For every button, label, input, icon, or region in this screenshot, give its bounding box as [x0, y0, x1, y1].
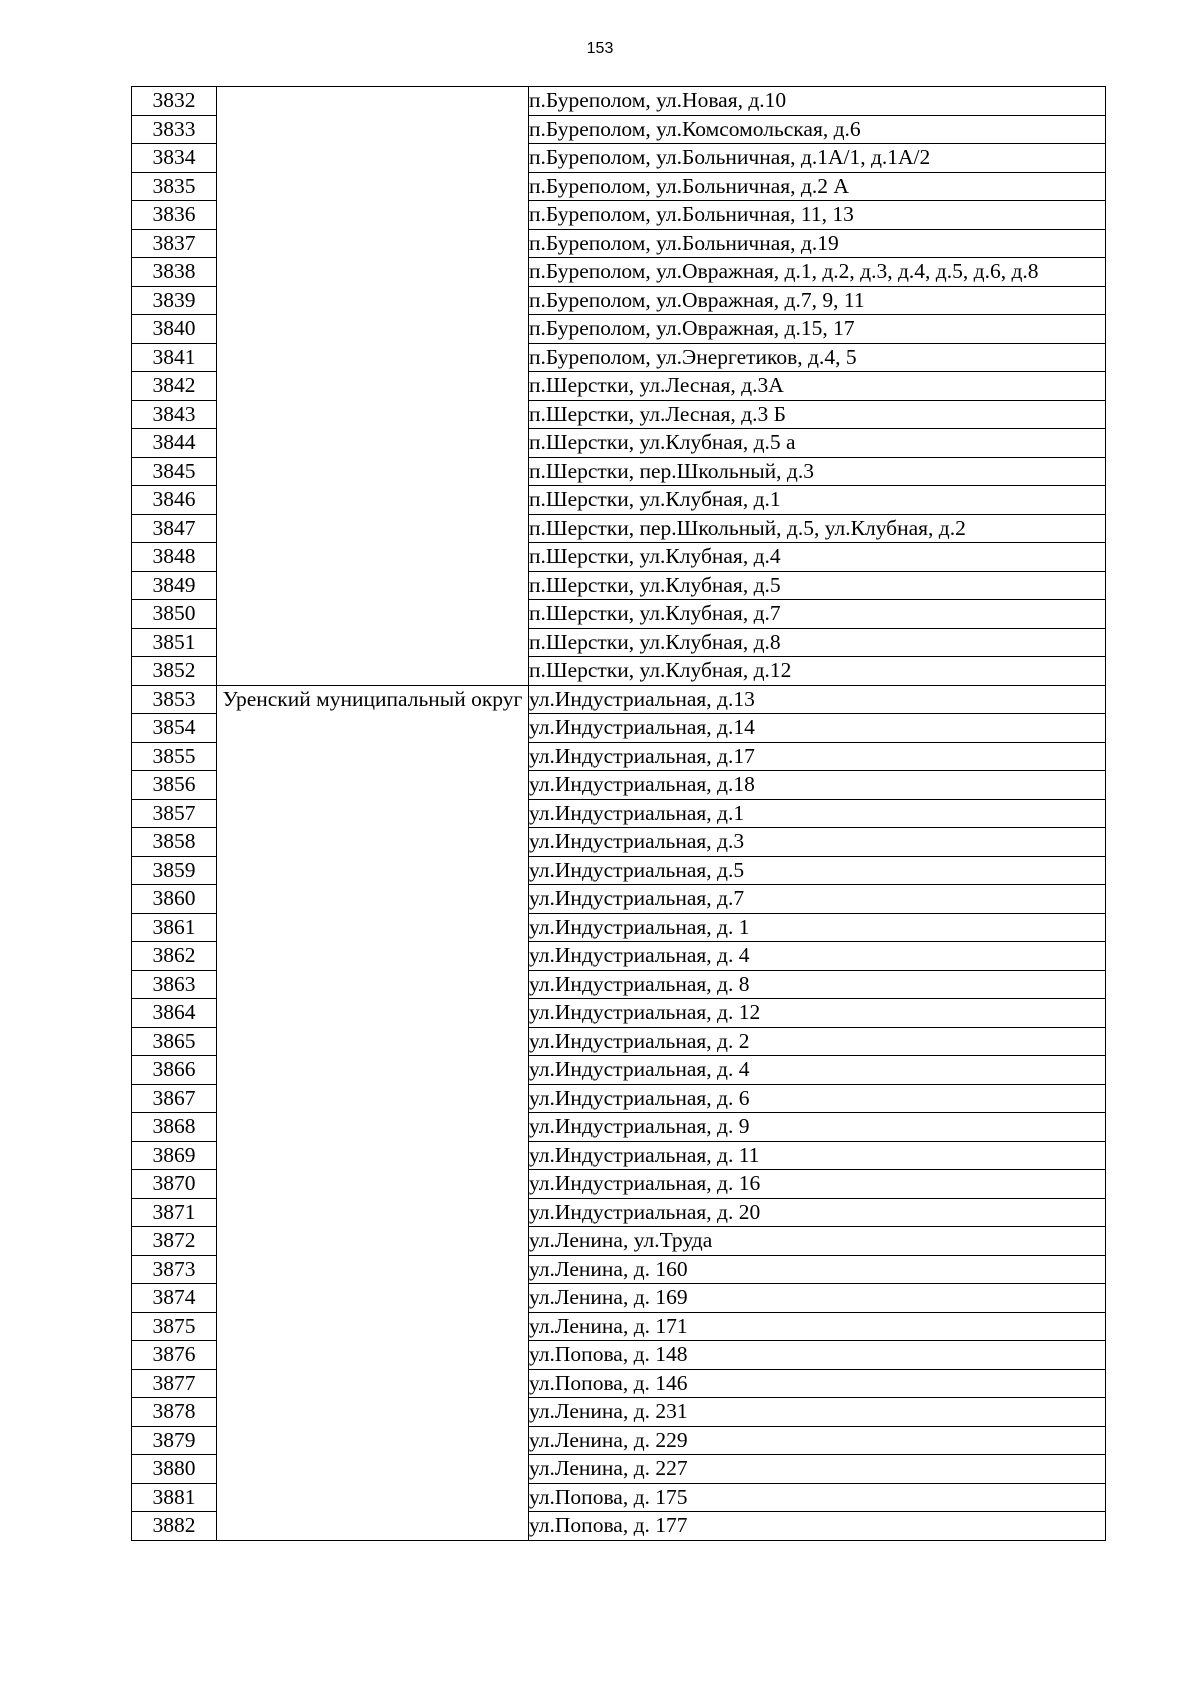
row-number: 3857: [132, 799, 217, 828]
row-number: 3849: [132, 571, 217, 600]
municipality-cell: [217, 87, 529, 686]
address-cell: ул.Индустриальная, д.18: [529, 771, 1106, 800]
row-number: 3858: [132, 828, 217, 857]
table-row: [132, 87, 1106, 116]
row-number: 3850: [132, 600, 217, 629]
row-number: 3836: [132, 201, 217, 230]
address-cell: ул.Индустриальная, д.17: [529, 742, 1106, 771]
address-cell: ул.Ленина, ул.Труда: [529, 1227, 1106, 1256]
address-cell: ул.Индустриальная, д. 16: [529, 1170, 1106, 1199]
row-number: 3835: [132, 172, 217, 201]
address-cell: п.Шерстки, пер.Школьный, д.5, ул.Клубная, д.2: [529, 514, 1106, 543]
row-number: 3874: [132, 1284, 217, 1313]
address-cell: п.Шерстки, ул.Лесная, д.3А: [529, 372, 1106, 401]
municipality-cell: Уренский муниципальный округ: [217, 685, 529, 1540]
address-cell: п.Шерстки, ул.Лесная, д.3 Б: [529, 400, 1106, 429]
address-cell: п.Буреполом, ул.Комсомольская, д.6: [529, 115, 1106, 144]
address-cell: п.Буреполом, ул.Больничная, 11, 13: [529, 201, 1106, 230]
row-number: 3860: [132, 885, 217, 914]
page-number: 153: [586, 40, 614, 57]
address-cell: п.Буреполом, ул.Овражная, д.7, 9, 11: [529, 286, 1106, 315]
address-cell: ул.Попова, д. 148: [529, 1341, 1106, 1370]
address-cell: п.Буреполом, ул.Овражная, д.1, д.2, д.3, д.4, д.5, д.6, д.8: [529, 258, 1106, 287]
address-cell: ул.Индустриальная, д.14: [529, 714, 1106, 743]
address-cell: п.Шерстки, ул.Клубная, д.7: [529, 600, 1106, 629]
address-cell: п.Шерстки, ул.Клубная, д.8: [529, 628, 1106, 657]
address-cell: п.Шерстки, пер.Школьный, д.3: [529, 457, 1106, 486]
row-number: 3872: [132, 1227, 217, 1256]
row-number: 3852: [132, 657, 217, 686]
row-number: 3832: [132, 87, 217, 116]
address-cell: ул.Индустриальная, д. 1: [529, 913, 1106, 942]
address-cell: п.Шерстки, ул.Клубная, д.4: [529, 543, 1106, 572]
address-cell: ул.Индустриальная, д. 2: [529, 1027, 1106, 1056]
address-cell: ул.Индустриальная, д. 20: [529, 1198, 1106, 1227]
address-cell: ул.Индустриальная, д. 11: [529, 1141, 1106, 1170]
address-cell: ул.Индустриальная, д. 4: [529, 942, 1106, 971]
address-cell: ул.Ленина, д. 160: [529, 1255, 1106, 1284]
row-number: 3862: [132, 942, 217, 971]
address-cell: ул.Попова, д. 146: [529, 1369, 1106, 1398]
row-number: 3851: [132, 628, 217, 657]
address-cell: п.Шерстки, ул.Клубная, д.1: [529, 486, 1106, 515]
row-number: 3878: [132, 1398, 217, 1427]
address-cell: ул.Индустриальная, д.3: [529, 828, 1106, 857]
row-number: 3870: [132, 1170, 217, 1199]
row-number: 3882: [132, 1512, 217, 1541]
address-cell: ул.Ленина, д. 231: [529, 1398, 1106, 1427]
address-cell: п.Буреполом, ул.Больничная, д.1А/1, д.1А/2: [529, 144, 1106, 173]
row-number: 3856: [132, 771, 217, 800]
row-number: 3838: [132, 258, 217, 287]
row-number: 3866: [132, 1056, 217, 1085]
address-cell: п.Буреполом, ул.Больничная, д.19: [529, 229, 1106, 258]
row-number: 3848: [132, 543, 217, 572]
address-cell: ул.Попова, д. 177: [529, 1512, 1106, 1541]
address-cell: п.Буреполом, ул.Больничная, д.2 А: [529, 172, 1106, 201]
row-number: 3839: [132, 286, 217, 315]
row-number: 3864: [132, 999, 217, 1028]
address-cell: п.Шерстки, ул.Клубная, д.12: [529, 657, 1106, 686]
address-cell: ул.Ленина, д. 229: [529, 1426, 1106, 1455]
address-cell: п.Шерстки, ул.Клубная, д.5 а: [529, 429, 1106, 458]
row-number: 3861: [132, 913, 217, 942]
address-cell: п.Буреполом, ул.Овражная, д.15, 17: [529, 315, 1106, 344]
address-cell: ул.Индустриальная, д.13: [529, 685, 1106, 714]
row-number: 3881: [132, 1483, 217, 1512]
row-number: 3877: [132, 1369, 217, 1398]
row-number: 3873: [132, 1255, 217, 1284]
row-number: 3843: [132, 400, 217, 429]
table-row: [132, 685, 1106, 714]
row-number: 3868: [132, 1113, 217, 1142]
row-number: 3842: [132, 372, 217, 401]
row-number: 3854: [132, 714, 217, 743]
row-number: 3880: [132, 1455, 217, 1484]
row-number: 3859: [132, 856, 217, 885]
address-cell: ул.Индустриальная, д. 9: [529, 1113, 1106, 1142]
row-number: 3879: [132, 1426, 217, 1455]
address-cell: п.Буреполом, ул.Новая, д.10: [529, 87, 1106, 116]
row-number: 3845: [132, 457, 217, 486]
row-number: 3867: [132, 1084, 217, 1113]
row-number: 3833: [132, 115, 217, 144]
row-number: 3865: [132, 1027, 217, 1056]
row-number: 3834: [132, 144, 217, 173]
row-number: 3869: [132, 1141, 217, 1170]
row-number: 3847: [132, 514, 217, 543]
address-cell: ул.Индустриальная, д. 12: [529, 999, 1106, 1028]
address-table-body: [132, 87, 1106, 1541]
row-number: 3846: [132, 486, 217, 515]
row-number: 3853: [132, 685, 217, 714]
row-number: 3841: [132, 343, 217, 372]
row-number: 3871: [132, 1198, 217, 1227]
address-cell: ул.Ленина, д. 227: [529, 1455, 1106, 1484]
address-cell: ул.Индустриальная, д.1: [529, 799, 1106, 828]
address-cell: п.Шерстки, ул.Клубная, д.5: [529, 571, 1106, 600]
address-table: [131, 86, 1106, 1541]
row-number: 3855: [132, 742, 217, 771]
row-number: 3844: [132, 429, 217, 458]
address-cell: п.Буреполом, ул.Энергетиков, д.4, 5: [529, 343, 1106, 372]
address-cell: ул.Ленина, д. 171: [529, 1312, 1106, 1341]
address-cell: ул.Ленина, д. 169: [529, 1284, 1106, 1313]
row-number: 3840: [132, 315, 217, 344]
row-number: 3837: [132, 229, 217, 258]
address-cell: ул.Индустриальная, д. 8: [529, 970, 1106, 999]
address-cell: ул.Индустриальная, д. 4: [529, 1056, 1106, 1085]
address-cell: ул.Индустриальная, д. 6: [529, 1084, 1106, 1113]
row-number: 3863: [132, 970, 217, 999]
address-cell: ул.Индустриальная, д.7: [529, 885, 1106, 914]
address-cell: ул.Индустриальная, д.5: [529, 856, 1106, 885]
row-number: 3876: [132, 1341, 217, 1370]
address-cell: ул.Попова, д. 175: [529, 1483, 1106, 1512]
row-number: 3875: [132, 1312, 217, 1341]
